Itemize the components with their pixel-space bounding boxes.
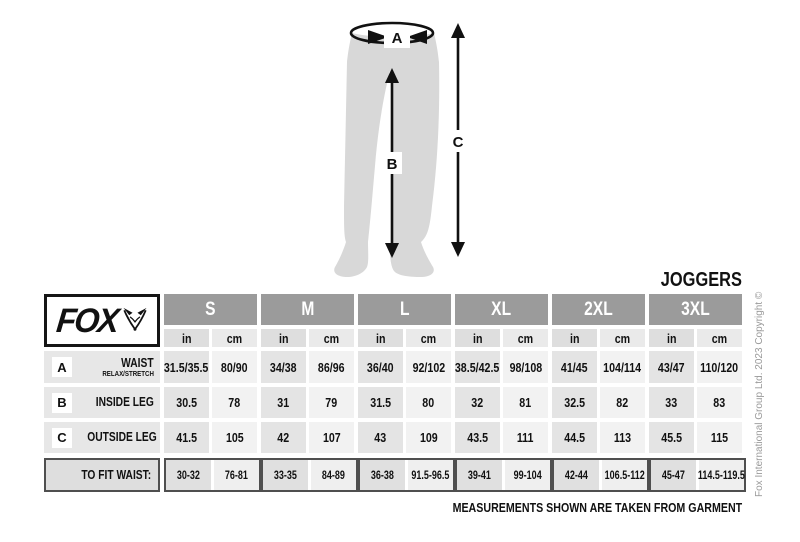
cell-inleg-xl-in: 32 (455, 387, 500, 418)
label-b: B (386, 156, 398, 173)
cell-waist-2xl-in: 41/45 (552, 351, 597, 383)
cell-waist-m-in: 34/38 (261, 351, 306, 383)
cell-outleg-3xl-in: 45.5 (649, 422, 694, 453)
cell-outleg-l-in: 43 (358, 422, 403, 453)
cell-outleg-l-cm: 109 (406, 422, 451, 453)
unit-header-row (164, 329, 748, 347)
cell-fit-l-cm: 91.5-96.5 (408, 460, 453, 490)
cell-fit-m-in: 33-35 (263, 460, 308, 490)
cell-fit-2xl-in: 42-44 (554, 460, 599, 490)
cell-fit-l-in: 36-38 (360, 460, 405, 490)
measurement-footnote-text: MEASUREMENTS SHOWN ARE TAKEN FROM GARMENT (452, 500, 742, 515)
cell-inleg-l-in: 31.5 (358, 387, 403, 418)
cell-fit-2xl-cm: 106.5-112 (602, 460, 647, 490)
cell-fit-s-cm: 76-81 (214, 460, 259, 490)
unit-header-in: in (261, 329, 306, 347)
row-label-cell (44, 351, 160, 383)
size-header-3xl: 3XL (649, 294, 742, 325)
row-letter-a: A (52, 357, 72, 377)
cell-waist-3xl-cm: 110/120 (697, 351, 742, 383)
unit-header-cm: cm (697, 329, 742, 347)
fox-wordmark: FOX (54, 301, 119, 340)
page-title (643, 269, 742, 292)
fit-group-xl (455, 458, 552, 492)
size-table (44, 294, 748, 492)
size-header-s: S (164, 294, 257, 325)
cell-waist-s-in: 31.5/35.5 (164, 351, 209, 383)
fit-group-2xl (552, 458, 649, 492)
size-header-xl: XL (455, 294, 548, 325)
table-row-inside-leg (44, 387, 748, 418)
cell-waist-l-cm: 92/102 (406, 351, 451, 383)
cell-inleg-s-cm: 78 (212, 387, 257, 418)
cell-inleg-3xl-in: 33 (649, 387, 694, 418)
unit-header-cm: cm (309, 329, 354, 347)
cell-inleg-xl-cm: 81 (503, 387, 548, 418)
cell-outleg-xl-cm: 111 (503, 422, 548, 453)
size-header-l: L (358, 294, 451, 325)
unit-header-in: in (552, 329, 597, 347)
unit-header-cm: cm (406, 329, 451, 347)
fit-group-3xl (649, 458, 746, 492)
fox-logo (44, 294, 160, 347)
cell-waist-3xl-in: 43/47 (649, 351, 694, 383)
fit-group-s (164, 458, 261, 492)
table-row-to-fit-waist (44, 458, 748, 492)
arrow-c-head-top (451, 23, 465, 38)
cell-inleg-m-cm: 79 (309, 387, 354, 418)
cell-outleg-m-cm: 107 (309, 422, 354, 453)
copyright-text: Fox International Group Ltd. 2023 Copyright © (754, 291, 765, 497)
cell-outleg-3xl-cm: 115 (697, 422, 742, 453)
cell-outleg-m-in: 42 (261, 422, 306, 453)
row-label-waist: WAIST (121, 355, 154, 370)
unit-header-in: in (455, 329, 500, 347)
row-letter-c: C (52, 428, 72, 448)
cell-waist-xl-in: 38.5/42.5 (455, 351, 500, 383)
cell-outleg-s-in: 41.5 (164, 422, 209, 453)
row-label-outside-leg: OUTSIDE LEG (87, 429, 157, 444)
cell-inleg-2xl-in: 32.5 (552, 387, 597, 418)
unit-header-in: in (358, 329, 403, 347)
arrow-c-head-bottom (451, 242, 465, 257)
cell-fit-3xl-cm: 114.5-119.5 (699, 460, 744, 490)
cell-inleg-m-in: 31 (261, 387, 306, 418)
cell-inleg-s-in: 30.5 (164, 387, 209, 418)
cell-outleg-s-cm: 105 (212, 422, 257, 453)
unit-header-in: in (164, 329, 209, 347)
cell-outleg-2xl-in: 44.5 (552, 422, 597, 453)
cell-inleg-2xl-cm: 82 (600, 387, 645, 418)
page-title-text: JOGGERS (660, 269, 742, 291)
row-label-cell (44, 422, 160, 453)
measurement-footnote (389, 500, 742, 515)
size-header-row (164, 294, 748, 325)
size-header-m: M (261, 294, 354, 325)
unit-header-in: in (649, 329, 694, 347)
fit-row-label: TO FIT WAIST: (81, 468, 151, 482)
unit-header-cm: cm (212, 329, 257, 347)
cell-inleg-l-cm: 80 (406, 387, 451, 418)
fit-group-m (261, 458, 358, 492)
cell-waist-xl-cm: 98/108 (503, 351, 548, 383)
fox-head-icon (121, 306, 149, 336)
cell-waist-s-cm: 80/90 (212, 351, 257, 383)
label-c: C (452, 134, 464, 151)
row-letter-b: B (52, 393, 72, 413)
table-row-waist (44, 351, 748, 383)
label-a: A (391, 30, 403, 47)
cell-fit-m-cm: 84-89 (311, 460, 356, 490)
cell-outleg-xl-in: 43.5 (455, 422, 500, 453)
cell-outleg-2xl-cm: 113 (600, 422, 645, 453)
cell-fit-xl-cm: 99-104 (505, 460, 550, 490)
size-header-2xl: 2XL (552, 294, 645, 325)
cell-fit-3xl-in: 45-47 (651, 460, 696, 490)
unit-header-cm: cm (600, 329, 645, 347)
unit-header-cm: cm (503, 329, 548, 347)
row-label-inside-leg: INSIDE LEG (95, 394, 154, 409)
cell-fit-s-in: 30-32 (166, 460, 211, 490)
cell-waist-l-in: 36/40 (358, 351, 403, 383)
table-row-outside-leg (44, 422, 748, 453)
cell-inleg-3xl-cm: 83 (697, 387, 742, 418)
cell-waist-2xl-cm: 104/114 (600, 351, 645, 383)
row-sublabel-waist: RELAX/STRETCH (102, 368, 154, 378)
fit-group-l (358, 458, 455, 492)
cell-fit-xl-in: 39-41 (457, 460, 502, 490)
row-label-cell (44, 387, 160, 418)
cell-waist-m-cm: 86/96 (309, 351, 354, 383)
